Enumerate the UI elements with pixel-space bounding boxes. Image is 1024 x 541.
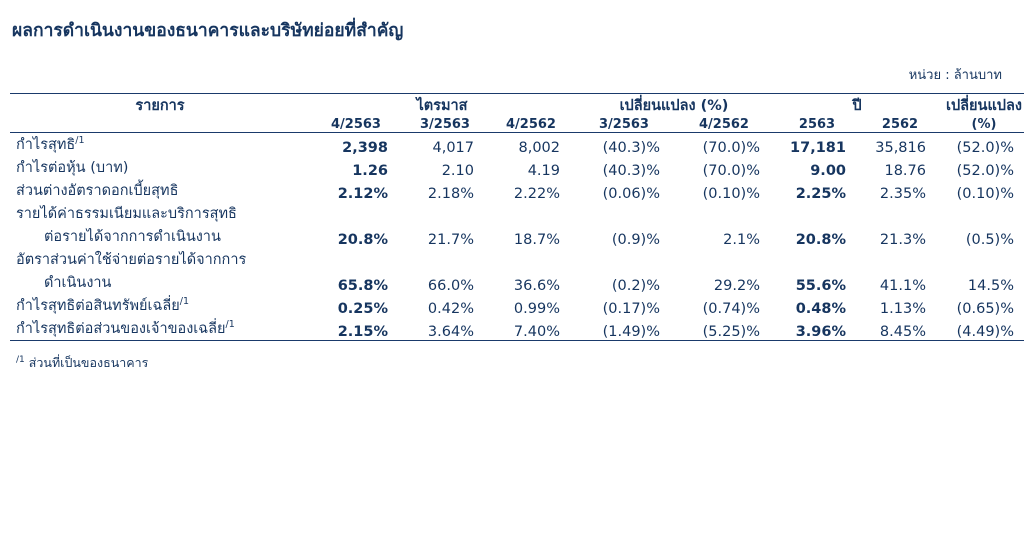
unit-note: หน่วย : ล้านบาท bbox=[908, 68, 1002, 83]
table-row bbox=[10, 317, 1024, 341]
cell-value: 41.1% bbox=[879, 278, 926, 294]
table-bottom-rule bbox=[10, 341, 1024, 342]
cell-value: 0.42% bbox=[427, 301, 474, 317]
cell-value: (1.49)% bbox=[602, 324, 660, 340]
row-label-text: กำไรสุทธิ bbox=[16, 137, 76, 153]
table-row bbox=[10, 156, 1024, 179]
row-label bbox=[10, 133, 310, 156]
cell-value: 2.15% bbox=[337, 324, 388, 340]
cell-value: 18.76 bbox=[884, 163, 926, 179]
row-label-text: อัตราส่วนค่าใช้จ่ายต่อรายได้จากการ bbox=[16, 252, 247, 268]
row-label-text: ส่วนต่างอัตราดอกเบี้ยสุทธิ bbox=[16, 183, 179, 199]
header-col-3-2563-q: 3/2563 bbox=[420, 117, 470, 132]
row-label bbox=[10, 294, 310, 317]
table-row bbox=[10, 179, 1024, 202]
cell-value: 2.12% bbox=[337, 186, 388, 202]
cell-value: 65.8% bbox=[337, 278, 388, 294]
cell-value: (0.65)% bbox=[956, 301, 1014, 317]
row-label bbox=[10, 225, 310, 248]
cell-value: 4.19 bbox=[527, 163, 560, 179]
header-col-4-2562-chg: 4/2562 bbox=[699, 117, 749, 132]
cell-value: (52.0)% bbox=[956, 163, 1014, 179]
footnote-text: ส่วนที่เป็นของธนาคาร bbox=[28, 355, 149, 370]
cell-value: (0.17)% bbox=[602, 301, 660, 317]
cell-value: 1.13% bbox=[879, 301, 926, 317]
cell-value: (0.10)% bbox=[956, 186, 1014, 202]
row-label bbox=[10, 317, 310, 341]
cell-value: (52.0)% bbox=[956, 140, 1014, 156]
header-change-pct: เปลี่ยนแปลง (%) bbox=[619, 98, 729, 114]
row-label-superscript: /1 bbox=[75, 135, 85, 147]
row-label-text: ต่อรายได้จากการดำเนินงาน bbox=[44, 229, 221, 245]
cell-value: 0.25% bbox=[337, 301, 388, 317]
header-blank bbox=[10, 117, 310, 133]
cell-value: 8,002 bbox=[518, 140, 560, 156]
header-col-3-2563-chg: 3/2563 bbox=[599, 117, 649, 132]
cell-value: 2.25% bbox=[795, 186, 846, 202]
table-row bbox=[10, 294, 1024, 317]
cell-value: 20.8% bbox=[337, 232, 388, 248]
row-label bbox=[10, 202, 1024, 225]
table-row bbox=[10, 271, 1024, 294]
cell-value: 29.2% bbox=[713, 278, 760, 294]
cell-value: (70.0)% bbox=[702, 140, 760, 156]
page-title: ผลการดำเนินงานของธนาคารและบริษัทย่อยที่สำคัญ bbox=[12, 21, 404, 41]
header-change: เปลี่ยนแปลง bbox=[946, 98, 1022, 114]
cell-value: 17,181 bbox=[790, 140, 846, 156]
cell-value: 8.45% bbox=[879, 324, 926, 340]
row-label-superscript: /1 bbox=[225, 319, 235, 331]
cell-value: (0.2)% bbox=[611, 278, 660, 294]
row-label-superscript: /1 bbox=[179, 296, 190, 308]
cell-value: 2.35% bbox=[879, 186, 926, 202]
header-year: ปี bbox=[852, 98, 862, 114]
cell-value: (0.74)% bbox=[702, 301, 760, 317]
cell-value: (5.25)% bbox=[702, 324, 760, 340]
cell-value: (0.06)% bbox=[602, 186, 660, 202]
cell-value: (4.49)% bbox=[956, 324, 1014, 340]
row-label bbox=[10, 179, 310, 202]
cell-value: 2.18% bbox=[427, 186, 474, 202]
header-col-2563-y: 2563 bbox=[798, 117, 836, 132]
header-col-4-2563-q: 4/2563 bbox=[331, 117, 381, 132]
cell-value: 2,398 bbox=[342, 140, 388, 156]
row-label-text: กำไรสุทธิต่อส่วนของเจ้าของเฉลี่ย bbox=[16, 321, 226, 337]
cell-value: 3.96% bbox=[795, 324, 846, 340]
cell-value: 2.1% bbox=[723, 232, 760, 248]
financial-summary-table bbox=[10, 93, 1024, 341]
cell-value: 9.00 bbox=[810, 163, 846, 179]
cell-value: 7.40% bbox=[513, 324, 560, 340]
row-label-text: กำไรสุทธิต่อสินทรัพย์เฉลี่ย bbox=[16, 298, 180, 314]
cell-value: 36.6% bbox=[513, 278, 560, 294]
cell-value: 0.99% bbox=[513, 301, 560, 317]
cell-value: 3.64% bbox=[427, 324, 474, 340]
header-quarter: ไตรมาส bbox=[416, 98, 468, 114]
cell-value: (70.0)% bbox=[702, 163, 760, 179]
table-header-sub-row bbox=[10, 117, 1024, 133]
footnote bbox=[10, 353, 1008, 373]
cell-value: (40.3)% bbox=[602, 140, 660, 156]
header-item: รายการ bbox=[135, 98, 185, 114]
table-row bbox=[10, 202, 1024, 225]
table-row bbox=[10, 133, 1024, 156]
cell-value: 18.7% bbox=[513, 232, 560, 248]
cell-value: 21.7% bbox=[427, 232, 474, 248]
cell-value: (40.3)% bbox=[602, 163, 660, 179]
table-row bbox=[10, 248, 1024, 271]
cell-value: (0.9)% bbox=[611, 232, 660, 248]
row-label bbox=[10, 248, 1024, 271]
header-col-2562-y: 2562 bbox=[881, 117, 919, 132]
row-label bbox=[10, 271, 310, 294]
cell-value: 55.6% bbox=[795, 278, 846, 294]
row-label bbox=[10, 156, 310, 179]
cell-value: (0.10)% bbox=[702, 186, 760, 202]
header-col-change-pct: (%) bbox=[971, 117, 997, 132]
table-row bbox=[10, 225, 1024, 248]
row-label-text: รายได้ค่าธรรมเนียมและบริการสุทธิ bbox=[16, 206, 237, 222]
row-label-text: กำไรต่อหุ้น (บาท) bbox=[16, 160, 129, 176]
row-label-text: ดำเนินงาน bbox=[44, 275, 112, 291]
cell-value: 21.3% bbox=[879, 232, 926, 248]
cell-value: 2.10 bbox=[441, 163, 474, 179]
cell-value: 66.0% bbox=[427, 278, 474, 294]
cell-value: (0.5)% bbox=[965, 232, 1014, 248]
footnote-marker: /1 bbox=[16, 354, 25, 365]
cell-value: 14.5% bbox=[967, 278, 1014, 294]
cell-value: 0.48% bbox=[795, 301, 846, 317]
cell-value: 20.8% bbox=[795, 232, 846, 248]
header-col-4-2562-q: 4/2562 bbox=[506, 117, 556, 132]
cell-value: 1.26 bbox=[352, 163, 388, 179]
cell-value: 35,816 bbox=[875, 140, 926, 156]
cell-value: 4,017 bbox=[432, 140, 474, 156]
cell-value: 2.22% bbox=[513, 186, 560, 202]
table-header-group-row bbox=[10, 94, 1024, 117]
